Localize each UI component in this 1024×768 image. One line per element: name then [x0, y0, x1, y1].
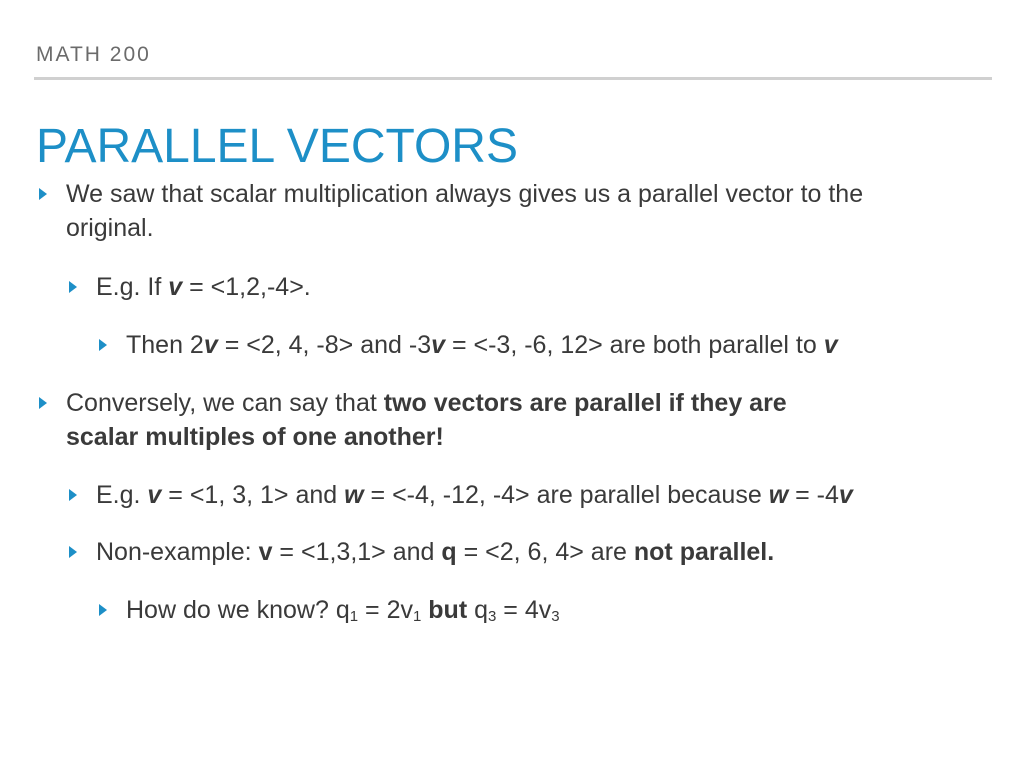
bullet-text-segment: Conversely, we can say that	[66, 389, 384, 417]
bullet-line	[66, 420, 787, 454]
bullet-line	[96, 478, 853, 512]
bullet-text-segment: q	[467, 596, 489, 624]
bullet-text-segment: = 4v	[496, 596, 552, 624]
bullet-text-segment: scalar multiples of one another!	[66, 423, 444, 451]
bullet-text-segment: 1	[412, 608, 422, 625]
bullet-text-segment: 3	[488, 608, 497, 625]
bullet-text-segment: = -4	[788, 481, 839, 509]
bullet-text-segment: v	[258, 538, 273, 566]
header-divider	[34, 77, 992, 80]
bullet-text-segment: v	[168, 273, 183, 301]
bullet-text-segment: How do we know? q	[126, 596, 350, 624]
bullet-text-segment: w	[344, 481, 364, 509]
bullet-level-2	[96, 270, 311, 304]
triangle-bullet-icon	[39, 397, 47, 409]
bullet-text-segment: = <1,2,-4>.	[182, 273, 311, 301]
bullet-text-segment: E.g. If	[96, 273, 169, 301]
slide-title: PARALLEL VECTORS	[36, 120, 518, 173]
bullet-text-segment: = 2v	[358, 596, 413, 624]
bullet-text-segment: v	[147, 481, 162, 509]
bullet-text-segment: two vectors are parallel if they are	[383, 389, 787, 417]
bullet-text-segment: = <1, 3, 1> and	[161, 481, 345, 509]
bullet-text-segment: = <-3, -6, 12> are both parallel to	[445, 331, 824, 359]
bullet-text-segment: w	[768, 481, 789, 509]
bullet-text-segment: We saw that scalar multiplication always gives us a parallel vector to the	[66, 180, 864, 208]
bullet-text-segment: E.g.	[96, 481, 148, 509]
bullet-text-segment: = <1,3,1> and	[272, 538, 442, 566]
bullet-text-segment: 1	[349, 608, 359, 625]
bullet-text-segment: q	[441, 538, 457, 566]
bullet-level-2	[96, 478, 853, 512]
bullet-level-1	[66, 177, 863, 245]
bullet-text-segment: original.	[66, 214, 154, 242]
bullet-level-3	[126, 328, 838, 362]
bullet-text-segment: but	[428, 596, 468, 624]
triangle-bullet-icon	[39, 188, 47, 200]
bullet-text-segment: Non-example:	[96, 538, 259, 566]
bullet-line	[66, 211, 863, 245]
bullet-text-segment: Then 2	[126, 331, 204, 359]
triangle-bullet-icon	[99, 339, 107, 351]
bullet-line	[126, 328, 838, 362]
bullet-text-segment: = <2, 6, 4> are	[456, 538, 634, 566]
course-label: MATH 200	[36, 43, 151, 66]
bullet-level-3	[126, 593, 560, 634]
bullet-line	[96, 535, 774, 569]
bullet-level-2	[96, 535, 774, 569]
bullet-line	[66, 386, 787, 420]
bullet-text-segment: not parallel.	[633, 538, 775, 566]
bullet-line	[96, 270, 311, 304]
bullet-text-segment: = <2, 4, -8> and -3	[217, 331, 432, 359]
bullet-text-segment: = <-4, -12, -4> are parallel because	[363, 481, 769, 509]
bullet-text-segment: 3	[551, 608, 560, 625]
triangle-bullet-icon	[69, 281, 77, 293]
bullet-text-segment: v	[823, 331, 838, 359]
bullet-text-segment: v	[431, 331, 445, 359]
bullet-line	[126, 593, 560, 634]
triangle-bullet-icon	[99, 604, 107, 616]
triangle-bullet-icon	[69, 489, 77, 501]
triangle-bullet-icon	[69, 546, 77, 558]
bullet-level-1	[66, 386, 787, 454]
bullet-text-segment: v	[838, 481, 853, 509]
bullet-line	[66, 177, 863, 211]
bullet-text-segment: v	[203, 331, 218, 359]
